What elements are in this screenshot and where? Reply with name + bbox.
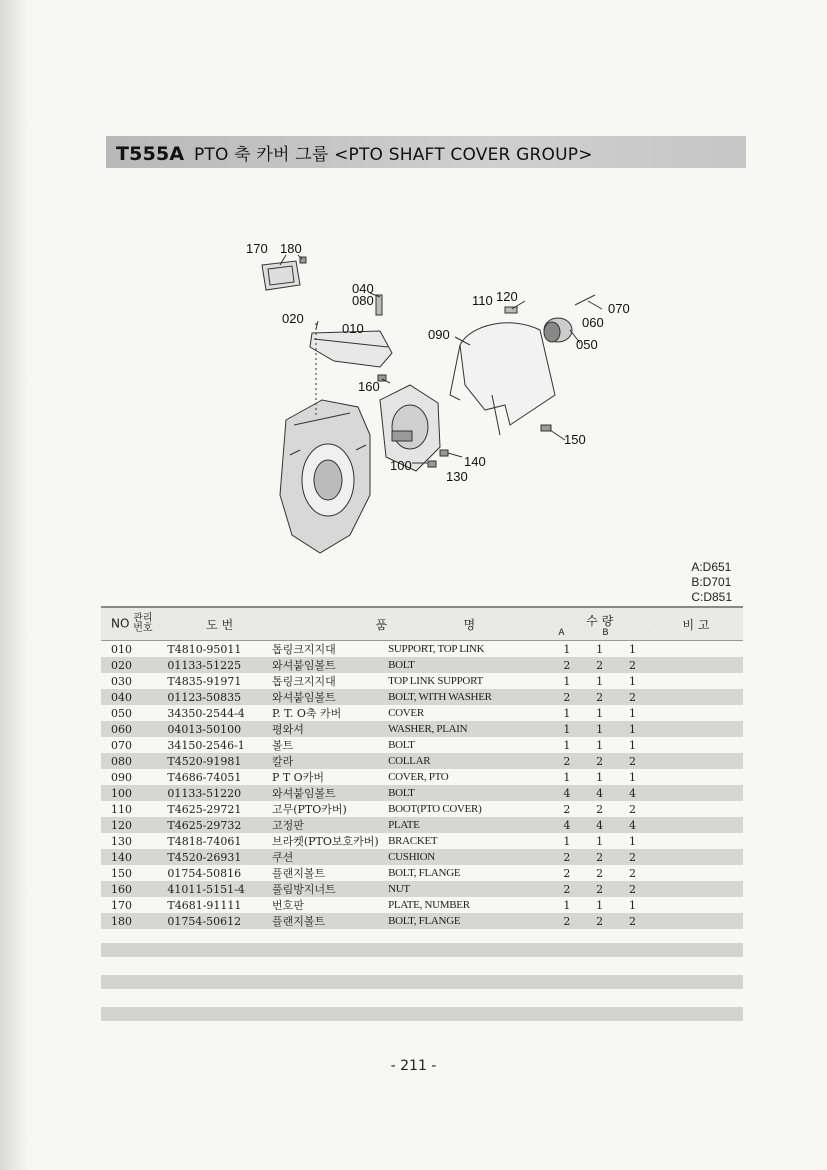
cell-part-number: 01754-50816: [167, 866, 242, 880]
cell-qty-b: 2: [583, 849, 616, 865]
cell-korean-name: 평와셔: [272, 721, 388, 737]
table-row: [101, 657, 743, 673]
cell-korean-name: 브라켓(PTO보호카버): [271, 835, 379, 848]
cell-qty-a: 2: [563, 802, 571, 816]
cell-no: 150: [111, 866, 132, 880]
cell-qty-a: 2: [550, 849, 583, 865]
cell-korean-name: 톱링크지지대: [271, 675, 336, 688]
cell-english-name: BOLT: [388, 657, 550, 673]
callout-100: 100: [390, 458, 412, 473]
cell-korean-name: 플랜지볼트: [272, 913, 388, 929]
cell-remark: [649, 673, 743, 689]
blank-row-2: [101, 975, 743, 989]
header-drawing-no: 도 번: [167, 607, 272, 641]
blank-row-3: [101, 1007, 743, 1021]
cell-qty-c: 2: [616, 689, 649, 705]
cell-qty-b: 1: [596, 642, 604, 656]
table-row: [101, 673, 743, 689]
cell-part-number: 34350-2544-4: [167, 706, 245, 720]
cell-qty-a: 1: [550, 721, 583, 737]
cell-english-name: BOOT(PTO COVER): [388, 803, 482, 815]
cell-part-number: 41011-5151-4: [167, 881, 272, 897]
cell-no: 010: [111, 642, 132, 656]
cell-remark: [649, 689, 743, 705]
cell-korean-name: 쿠션: [272, 849, 388, 865]
cell-qty-a: 1: [563, 834, 571, 848]
callout-050: 050: [576, 337, 598, 352]
header-qty-b: B: [602, 628, 609, 638]
model-b: B:D701: [691, 575, 732, 589]
cell-qty-c: 1: [629, 674, 636, 688]
cell-english-name: BOLT, WITH WASHER: [388, 689, 550, 705]
cell-part-number: 01133-51225: [167, 657, 272, 673]
cell-no: 040: [101, 689, 167, 705]
cell-korean-name: P. T. O축 카버: [271, 707, 342, 720]
model-c: C:D851: [691, 590, 732, 604]
cell-qty-c: 2: [629, 802, 636, 816]
table-row: [101, 641, 743, 658]
cell-remark: [649, 657, 743, 673]
cell-part-number: T4625-29732: [167, 817, 272, 833]
cell-english-name: BOLT, FLANGE: [388, 913, 550, 929]
cell-qty-c: 2: [616, 657, 649, 673]
cell-no: 170: [111, 898, 132, 912]
cell-qty-c: 1: [629, 898, 636, 912]
cell-korean-name: 칼라: [272, 753, 388, 769]
cell-qty-a: 2: [550, 689, 583, 705]
table-row: [101, 833, 743, 849]
cell-qty-a: 1: [563, 706, 571, 720]
cell-part-number: 04013-50100: [167, 721, 272, 737]
callout-170: 170: [246, 241, 268, 256]
cell-part-number: 01123-50835: [167, 689, 272, 705]
cell-part-number: T4625-29721: [167, 802, 242, 816]
callout-110: 110: [472, 293, 493, 308]
cell-qty-b: 2: [583, 753, 616, 769]
cell-qty-b: 4: [583, 817, 616, 833]
cell-korean-name: 번호판: [271, 899, 304, 912]
cell-qty-c: 2: [616, 913, 649, 929]
cell-qty-c: 1: [629, 706, 636, 720]
cell-korean-name: 와셔붙임볼트: [272, 785, 388, 801]
cell-qty-a: 1: [563, 770, 571, 784]
header-quantity: 수 량 A B: [550, 607, 649, 641]
cell-no: 160: [101, 881, 167, 897]
table-row: [101, 849, 743, 865]
header-remark: 비 고: [649, 607, 743, 641]
table-row: [101, 753, 743, 769]
exploded-diagram: [230, 235, 630, 565]
cell-korean-name: 볼트: [271, 739, 294, 752]
cell-korean-name: 톱링크지지대: [271, 643, 336, 656]
cell-no: 180: [101, 913, 167, 929]
cell-english-name: TOP LINK SUPPORT: [388, 675, 483, 687]
callout-020: 020: [282, 311, 304, 326]
cell-part-number: 01754-50612: [167, 913, 272, 929]
cell-english-name: COVER: [388, 707, 424, 719]
cell-english-name: BOLT: [388, 739, 415, 751]
table-row: [101, 737, 743, 753]
cell-qty-c: 4: [616, 817, 649, 833]
cell-qty-a: 4: [550, 817, 583, 833]
callout-120: 120: [496, 289, 518, 304]
table-row: [101, 721, 743, 737]
cell-english-name: NUT: [388, 881, 550, 897]
cell-part-number: T4686-74051: [167, 770, 242, 784]
group-code: T555A: [116, 143, 185, 165]
cell-qty-a: 2: [550, 753, 583, 769]
cell-remark: [649, 849, 743, 865]
cell-no: 030: [111, 674, 132, 688]
cell-no: 110: [111, 802, 132, 816]
callout-180: 180: [280, 241, 302, 256]
cell-qty-b: 1: [596, 674, 604, 688]
cell-qty-a: 1: [563, 642, 571, 656]
cell-korean-name: 플랜지볼트: [271, 867, 326, 880]
callout-060: 060: [582, 315, 604, 330]
model-legend: [691, 560, 732, 605]
table-row: [101, 865, 743, 881]
cell-remark: [649, 705, 743, 721]
cell-part-number: T4810-95011: [167, 642, 242, 656]
table-row: [101, 817, 743, 833]
callout-090: 090: [428, 327, 450, 342]
cell-remark: [649, 897, 743, 913]
cell-english-name: BRACKET: [388, 835, 438, 847]
cell-qty-b: 4: [583, 785, 616, 801]
cell-remark: [649, 833, 743, 849]
cell-remark: [649, 817, 743, 833]
cell-english-name: PLATE, NUMBER: [388, 899, 470, 911]
header-name2: 명: [388, 607, 550, 641]
cell-qty-c: 2: [629, 866, 636, 880]
callout-140: 140: [464, 454, 486, 469]
header-qty-a: A: [558, 628, 565, 638]
cell-part-number: T4818-74061: [167, 834, 242, 848]
callout-010: 010: [342, 321, 364, 336]
header-no: NO 관리번호: [101, 607, 167, 641]
cell-qty-c: 1: [629, 738, 636, 752]
cell-qty-a: 1: [563, 898, 571, 912]
table-row: [101, 913, 743, 929]
cell-no: 100: [101, 785, 167, 801]
cell-qty-a: 4: [550, 785, 583, 801]
cell-no: 050: [111, 706, 132, 720]
cell-no: 130: [111, 834, 132, 848]
parts-table: [101, 606, 743, 929]
cell-qty-c: 1: [616, 721, 649, 737]
cell-qty-c: 2: [616, 753, 649, 769]
cell-no: 020: [101, 657, 167, 673]
cell-qty-b: 1: [596, 706, 604, 720]
cell-remark: [649, 865, 743, 881]
cell-english-name: COLLAR: [388, 753, 550, 769]
cell-no: 060: [101, 721, 167, 737]
cell-remark: [649, 785, 743, 801]
table-row: [101, 689, 743, 705]
scan-edge: [0, 0, 30, 1170]
cell-remark: [649, 641, 743, 658]
cell-part-number: T4835-91971: [167, 674, 242, 688]
callout-130: 130: [446, 469, 468, 484]
cell-qty-b: 1: [596, 834, 604, 848]
cell-remark: [649, 913, 743, 929]
cell-korean-name: 와셔붙임볼트: [272, 657, 388, 673]
cell-no: 090: [111, 770, 132, 784]
cell-qty-b: 2: [583, 657, 616, 673]
cell-remark: [649, 881, 743, 897]
cell-qty-b: 1: [596, 898, 604, 912]
cell-qty-b: 2: [583, 881, 616, 897]
cell-qty-b: 2: [596, 866, 604, 880]
cell-korean-name: P T O카버: [271, 771, 324, 784]
cell-qty-c: 1: [629, 834, 636, 848]
cell-korean-name: 풀림방지너트: [272, 881, 388, 897]
table-row: [101, 881, 743, 897]
cell-qty-b: 2: [583, 689, 616, 705]
cell-qty-b: 1: [596, 770, 604, 784]
cell-english-name: CUSHION: [388, 849, 550, 865]
cell-no: 140: [101, 849, 167, 865]
callout-040: 040: [352, 281, 374, 296]
cell-english-name: BOLT: [388, 785, 550, 801]
page-title: [116, 140, 593, 165]
cell-qty-a: 1: [563, 674, 571, 688]
model-a: A:D651: [691, 560, 732, 574]
cell-qty-a: 2: [550, 657, 583, 673]
callout-150: 150: [564, 432, 586, 447]
cell-no: 070: [111, 738, 132, 752]
cell-qty-c: 4: [616, 785, 649, 801]
cell-qty-c: 1: [629, 770, 636, 784]
cell-remark: [649, 769, 743, 785]
callout-070: 070: [608, 301, 630, 316]
page-number: - 211 -: [390, 1058, 437, 1074]
group-title: PTO 축 카버 그룹 <PTO SHAFT COVER GROUP>: [193, 145, 593, 165]
cell-remark: [649, 737, 743, 753]
callout-080: 080: [352, 293, 374, 308]
cell-part-number: 34150-2546-1: [167, 738, 245, 752]
table-row: [101, 801, 743, 817]
cell-qty-b: 2: [596, 802, 604, 816]
cell-korean-name: 고정판: [272, 817, 388, 833]
cell-english-name: BOLT, FLANGE: [388, 867, 461, 879]
table-row: [101, 785, 743, 801]
cell-qty-c: 1: [629, 642, 636, 656]
cell-qty-c: 2: [616, 881, 649, 897]
cell-part-number: T4520-26931: [167, 849, 272, 865]
cell-korean-name: 와셔붙임볼트: [272, 689, 388, 705]
cell-qty-a: 2: [563, 866, 571, 880]
cell-remark: [649, 721, 743, 737]
cell-english-name: PLATE: [388, 817, 550, 833]
cell-english-name: COVER, PTO: [388, 771, 449, 783]
cell-remark: [649, 753, 743, 769]
cell-remark: [649, 801, 743, 817]
title-bar: [106, 136, 746, 168]
table-header: [101, 607, 743, 641]
header-ref: 관리번호: [133, 613, 153, 634]
cell-qty-b: 2: [583, 913, 616, 929]
cell-qty-b: 1: [583, 721, 616, 737]
table-row: [101, 769, 743, 785]
cell-korean-name: 고무(PTO카버): [271, 803, 347, 816]
table-row: [101, 897, 743, 913]
blank-row-1: [101, 943, 743, 957]
cell-no: 080: [101, 753, 167, 769]
cell-part-number: 01133-51220: [167, 785, 272, 801]
parts-drawing: [230, 235, 630, 565]
cell-no: 120: [101, 817, 167, 833]
cell-english-name: SUPPORT, TOP LINK: [388, 643, 485, 655]
cell-qty-a: 2: [550, 913, 583, 929]
cell-part-number: T4520-91981: [167, 753, 272, 769]
cell-part-number: T4681-91111: [167, 898, 242, 912]
table-row: [101, 705, 743, 721]
header-part-name: 품: [272, 607, 388, 641]
callout-160: 160: [358, 379, 380, 394]
cell-qty-c: 2: [616, 849, 649, 865]
cell-qty-a: 2: [550, 881, 583, 897]
cell-qty-a: 1: [563, 738, 571, 752]
cell-english-name: WASHER, PLAIN: [388, 721, 550, 737]
cell-qty-b: 1: [596, 738, 604, 752]
